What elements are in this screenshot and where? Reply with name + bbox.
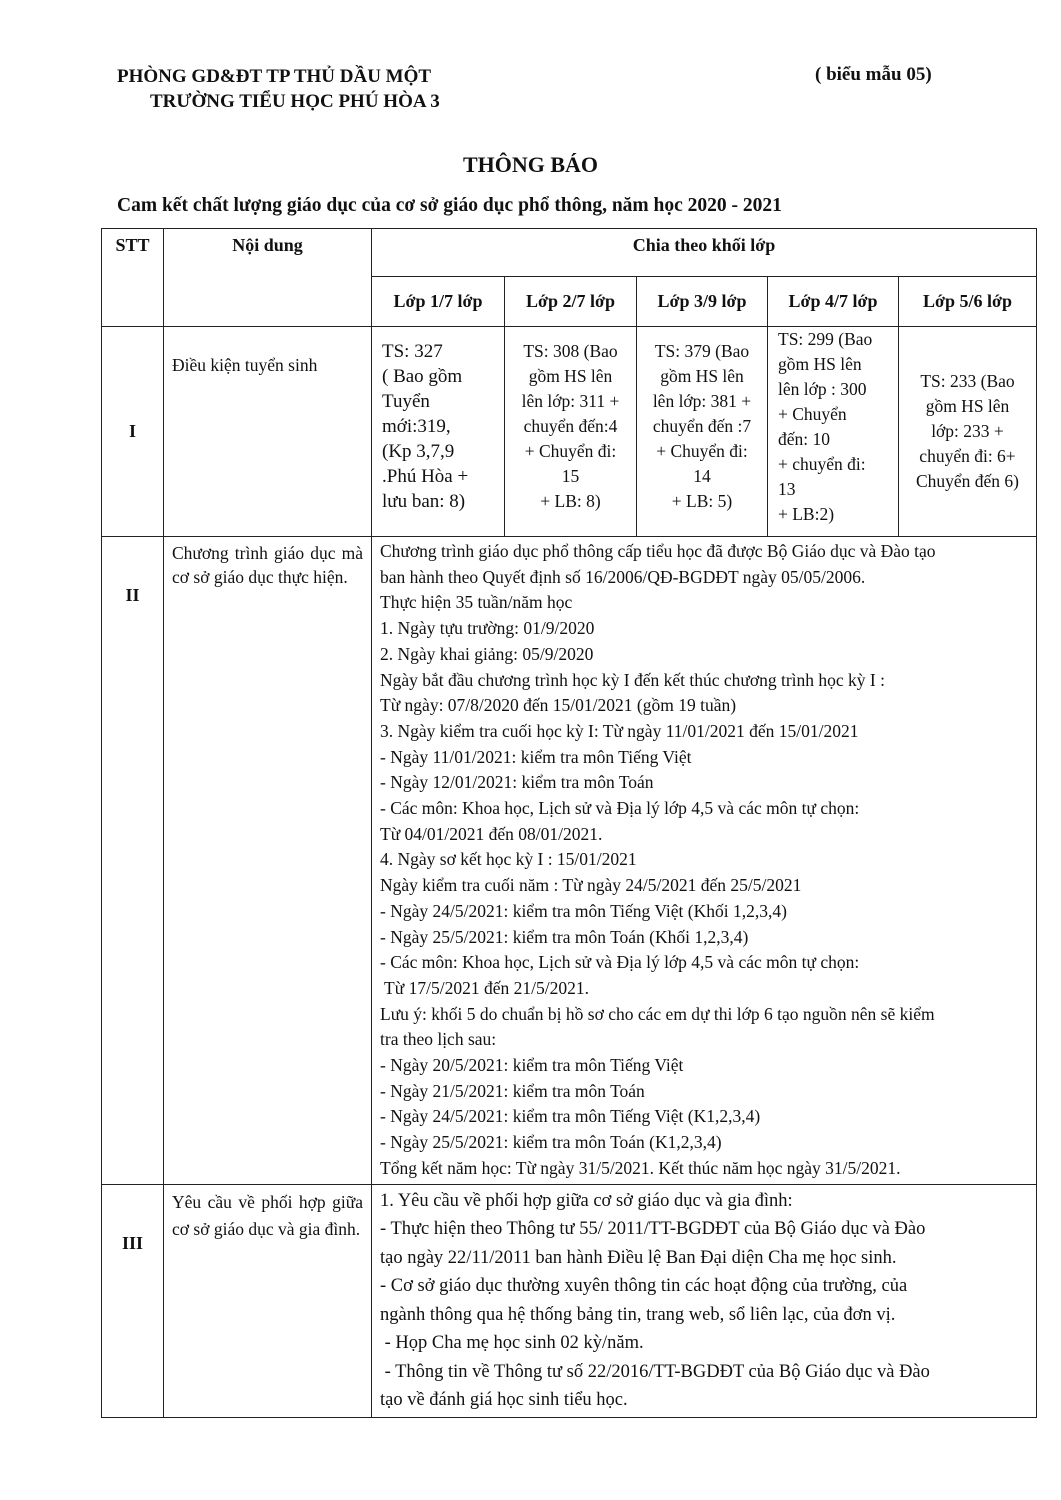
text-line: tạo ngày 22/11/2011 ban hành Điều lệ Ban Đại diện Cha mẹ học sinh. bbox=[380, 1247, 897, 1268]
row-content: Yêu cầu về phối hợp giữa cơ sở giáo dục và gia đình. bbox=[164, 1184, 372, 1417]
text-line: - Thực hiện theo Thông tư 55/ 2011/TT-BGDĐT của Bộ Giáo dục và Đào bbox=[380, 1219, 926, 1240]
text-line: ngành thông qua hệ thống bảng tin, trang web, sổ liên lạc, của đơn vị. bbox=[380, 1304, 896, 1325]
text-line: - Họp Cha mẹ học sinh 02 kỳ/năm. bbox=[380, 1333, 644, 1354]
text-line: Thực hiện 35 tuần/năm học bbox=[380, 592, 573, 613]
program-schedule bbox=[372, 537, 1037, 1185]
col-header-chia: Chia theo khối lớp bbox=[372, 229, 1037, 277]
table-row bbox=[102, 327, 1037, 537]
grade-2-enrollment: TS: 308 (Bao gồm HS lên lên lớp: 311 + chuyển đến:4 + Chuyển đi: 15 + LB: 8) bbox=[505, 327, 637, 537]
text-line: tra theo lịch sau: bbox=[380, 1029, 497, 1050]
text-line: - Ngày 24/5/2021: kiểm tra môn Tiếng Việt (K1,2,3,4) bbox=[380, 1106, 761, 1127]
col-header-stt: STT bbox=[102, 229, 164, 327]
text-line: - Các môn: Khoa học, Lịch sử và Địa lý lớp 4,5 và các môn tự chọn: bbox=[380, 798, 860, 819]
text-line: 1. Yêu cầu về phối hợp giữa cơ sở giáo dục và gia đình: bbox=[380, 1190, 793, 1211]
grade-header: Lớp 1/7 lớp bbox=[372, 277, 505, 327]
grade-3-enrollment: TS: 379 (Bao gồm HS lên lên lớp: 381 + chuyển đến :7 + Chuyển đi: 14 + LB: 5) bbox=[637, 327, 768, 537]
text-line: - Ngày 25/5/2021: kiểm tra môn Toán (K1,2,3,4) bbox=[380, 1132, 722, 1153]
text-line: Từ 04/01/2021 đến 08/01/2021. bbox=[380, 823, 603, 844]
text-line: Từ 17/5/2021 đến 21/5/2021. bbox=[380, 977, 589, 998]
document-title: THÔNG BÁO bbox=[462, 152, 599, 177]
row-number: II bbox=[102, 537, 164, 1185]
text-line: - Ngày 25/5/2021: kiểm tra môn Toán (Khối 1,2,3,4) bbox=[380, 926, 749, 947]
text-line: - Ngày 20/5/2021: kiểm tra môn Tiếng Việt bbox=[380, 1055, 684, 1076]
text-line: tạo về đánh giá học sinh tiểu học. bbox=[380, 1390, 628, 1411]
row-number: III bbox=[102, 1184, 164, 1417]
text-line: Tổng kết năm học: Từ ngày 31/5/2021. Kết thúc năm học ngày 31/5/2021. bbox=[380, 1157, 901, 1178]
row-content: Chương trình giáo dục mà cơ sở giáo dục thực hiện. bbox=[164, 537, 372, 1185]
text-line: Lưu ý: khối 5 do chuẩn bị hồ sơ cho các em dự thi lớp 6 tạo nguồn nên sẽ kiểm bbox=[380, 1003, 935, 1024]
text-line: Từ ngày: 07/8/2020 đến 15/01/2021 (gồm 19 tuần) bbox=[380, 695, 737, 716]
document-subtitle: Cam kết chất lượng giáo dục của cơ sở giáo dục phổ thông, năm học 2020 - 2021 bbox=[117, 195, 782, 216]
text-line: Ngày bắt đầu chương trình học kỳ I đến kết thúc chương trình học kỳ I : bbox=[380, 669, 885, 690]
form-label: ( biểu mẫu 05) bbox=[815, 64, 932, 85]
text-line: 3. Ngày kiểm tra cuối học kỳ I: Từ ngày 11/01/2021 đến 15/01/2021 bbox=[380, 720, 859, 741]
grade-header: Lớp 5/6 lớp bbox=[899, 277, 1037, 327]
text-line: - Thông tin về Thông tư số 22/2016/TT-BGDĐT của Bộ Giáo dục và Đào bbox=[380, 1361, 930, 1382]
col-header-noidung: Nội dung bbox=[164, 229, 372, 327]
text-line: - Các môn: Khoa học, Lịch sử và Địa lý lớp 4,5 và các môn tự chọn: bbox=[380, 952, 860, 973]
text-line: - Ngày 21/5/2021: kiểm tra môn Toán bbox=[380, 1080, 645, 1101]
text-line: 1. Ngày tựu trường: 01/9/2020 bbox=[380, 618, 595, 639]
grade-4-enrollment: TS: 299 (Bao gồm HS lên lên lớp : 300 + Chuyển đến: 10 + chuyển đi: 13 + LB:2) bbox=[768, 327, 899, 537]
text-line: Chương trình giáo dục phổ thông cấp tiểu học đã được Bộ Giáo dục và Đào tạo bbox=[380, 541, 936, 561]
department-name: PHÒNG GD&ĐT TP THỦ DẦU MỘT bbox=[117, 66, 432, 87]
school-name: TRƯỜNG TIỂU HỌC PHÚ HÒA 3 bbox=[150, 91, 440, 112]
text-line: - Ngày 12/01/2021: kiểm tra môn Toán bbox=[380, 772, 654, 793]
text-line: 2. Ngày khai giảng: 05/9/2020 bbox=[380, 643, 594, 664]
text-line: ban hành theo Quyết định số 16/2006/QĐ-BGDĐT ngày 05/05/2006. bbox=[380, 566, 866, 587]
grade-header: Lớp 3/9 lớp bbox=[637, 277, 768, 327]
grade-1-enrollment: TS: 327 ( Bao gồm Tuyển mới:319, (Kp 3,7,9 .Phú Hòa + lưu ban: 8) bbox=[372, 327, 505, 537]
grade-header: Lớp 4/7 lớp bbox=[768, 277, 899, 327]
commitment-table bbox=[101, 228, 1037, 1418]
row-content: Điều kiện tuyển sinh bbox=[164, 327, 372, 537]
document-header bbox=[117, 64, 440, 114]
table-row bbox=[102, 537, 1037, 1185]
grade-5-enrollment: TS: 233 (Bao gồm HS lên lớp: 233 + chuyển đi: 6+ Chuyển đến 6) bbox=[899, 327, 1037, 537]
text-line: Ngày kiểm tra cuối năm : Từ ngày 24/5/2021 đến 25/5/2021 bbox=[380, 875, 802, 896]
text-line: 4. Ngày sơ kết học kỳ I : 15/01/2021 bbox=[380, 849, 637, 870]
text-line: - Ngày 24/5/2021: kiểm tra môn Tiếng Việt (Khối 1,2,3,4) bbox=[380, 900, 787, 921]
text-line: - Ngày 11/01/2021: kiểm tra môn Tiếng Việt bbox=[380, 746, 692, 767]
text-line: - Cơ sở giáo dục thường xuyên thông tin các hoạt động của trường, của bbox=[380, 1276, 908, 1297]
table-row bbox=[102, 1184, 1037, 1417]
row-number: I bbox=[102, 327, 164, 537]
family-cooperation bbox=[372, 1184, 1037, 1417]
table-header-row bbox=[102, 229, 1037, 277]
grade-header: Lớp 2/7 lớp bbox=[505, 277, 637, 327]
